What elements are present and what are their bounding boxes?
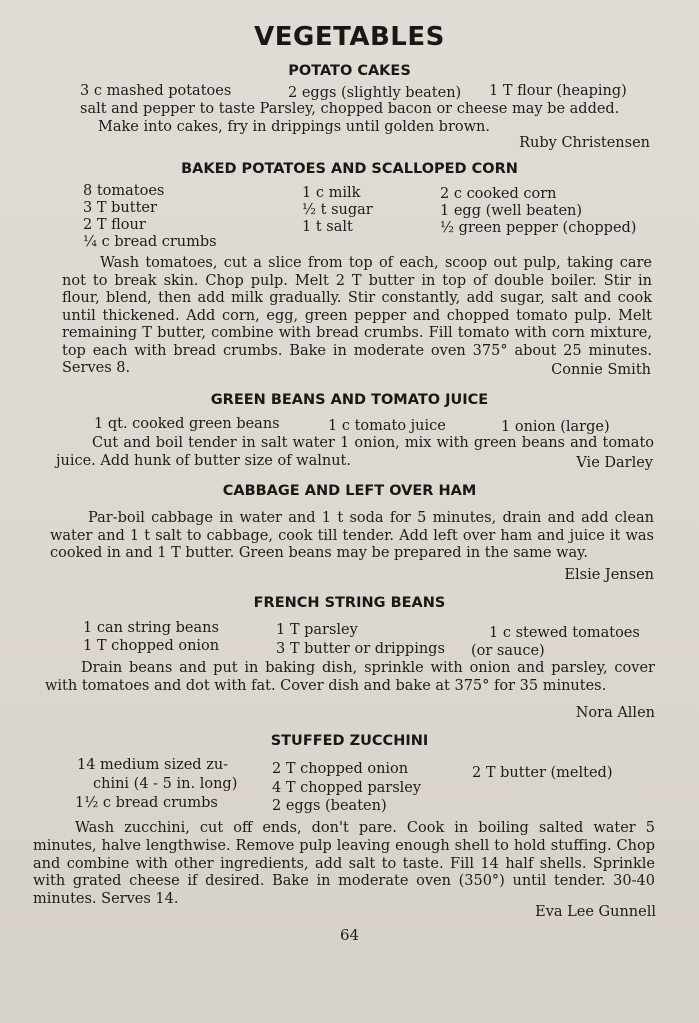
recipe-author: Ruby Christensen [519,135,650,151]
recipe-title-potato-cakes: POTATO CAKES [288,63,411,79]
ingredient: 1 c stewed tomatoes [489,625,640,641]
recipe-text: Drain beans and put in baking dish, sprinkle with onion and parsley, cover with tomatoes and dot with fat. Cover dish and bake at 375° for 35 minutes. [45,660,655,694]
recipe-author: Connie Smith [551,362,651,378]
ingredient: 3 T butter or drippings [276,641,445,657]
recipe-title-stuffed-zucchini: STUFFED ZUCCHINI [270,733,429,749]
recipe-author: Nora Allen [575,705,655,721]
recipe-title-cabbage: CABBAGE AND LEFT OVER HAM [222,483,477,499]
ingredient: 1 t salt [302,219,353,235]
ingredient: 1 T chopped onion [83,638,220,654]
page-number: 64 [339,926,360,944]
ingredient: 2 T chopped onion [272,761,409,777]
recipe-author: Vie Darley [576,455,653,471]
ingredient: 2 eggs (slightly beaten) [288,85,462,101]
ingredient: 4 T chopped parsley [272,780,422,796]
recipe-title-french-string-beans: FRENCH STRING BEANS [253,595,446,611]
ingredient: 1½ c bread crumbs [75,795,218,811]
ingredient: 1 egg (well beaten) [440,203,583,219]
ingredient: 2 T flour [83,217,146,233]
ingredient: (or sauce) [471,643,545,659]
ingredient: 3 c mashed potatoes [80,83,232,99]
recipe-author: Elsie Jensen [564,567,654,583]
recipe-author: Eva Lee Gunnell [535,904,656,920]
ingredient: 1 qt. cooked green beans [94,416,280,432]
ingredient: 2 T butter (melted) [472,765,613,781]
ingredient: 1 T parsley [276,622,358,638]
ingredient: 1 T flour (heaping) [489,83,627,99]
ingredient: 1 onion (large) [501,419,610,435]
ingredient: 8 tomatoes [83,183,165,199]
ingredient: ¼ c bread crumbs [83,234,217,250]
ingredient: 3 T butter [83,200,157,216]
page-title: VEGETABLES [254,22,445,52]
recipe-text: Wash zucchini, cut off ends, don't pare. Cook in boiling salted water 5 minutes, halve lengthwise. Remove pulp leaving enough shell to hold stuffing. Chop and combine with other ingredients, add salt to taste. Fill 14 half shells. Sprinkle with grated cheese if desired. Bake in moderate oven (350°) until tender. 30-40 minutes. Serves 14. [33,820,655,908]
ingredient: chini (4 - 5 in. long) [93,776,238,792]
recipe-text: salt and pepper to taste Parsley, chopped bacon or cheese may be added. [80,101,620,117]
recipe-text: Wash tomatoes, cut a slice from top of each, scoop out pulp, taking care not to break skin. Chop pulp. Melt 2 T butter in top of double boiler. Stir in flour, blend, then add milk gradually. Stir constantly, add sugar, salt and cook until thickened. Add corn, egg, green pepper and chopped tomato pulp. Melt remaining T butter, combine with bread crumbs. Fill tomato with corn mixture, top each with bread crumbs. Bake in moderate oven 375° about 25 minutes. Serves 8. [62,255,652,376]
ingredient: 2 c cooked corn [440,186,557,202]
recipe-title-green-beans: GREEN BEANS AND TOMATO JUICE [210,392,489,408]
ingredient: 1 can string beans [83,620,219,636]
ingredient: 2 eggs (beaten) [272,798,387,814]
recipe-text: Make into cakes, fry in drippings until golden brown. [98,119,490,135]
recipe-text: Cut and boil tender in salt water 1 onion, mix with green beans and tomato juice. Add hunk of butter size of walnut. [56,435,654,469]
ingredient: 14 medium sized zu- [77,757,229,773]
ingredient: 1 c tomato juice [328,418,446,434]
recipe-text: Par-boil cabbage in water and 1 t soda for 5 minutes, drain and add clean water and 1 t salt to cabbage, cook till tender. Add left over ham and juice it was cooked in and 1 T butter. Green beans may be prepared in the same way. [50,510,654,561]
ingredient: 1 c milk [302,185,361,201]
ingredient: ½ green pepper (chopped) [440,220,637,236]
ingredient: ½ t sugar [302,202,373,218]
recipe-title-baked-potatoes: BAKED POTATOES AND SCALLOPED CORN [181,161,518,177]
